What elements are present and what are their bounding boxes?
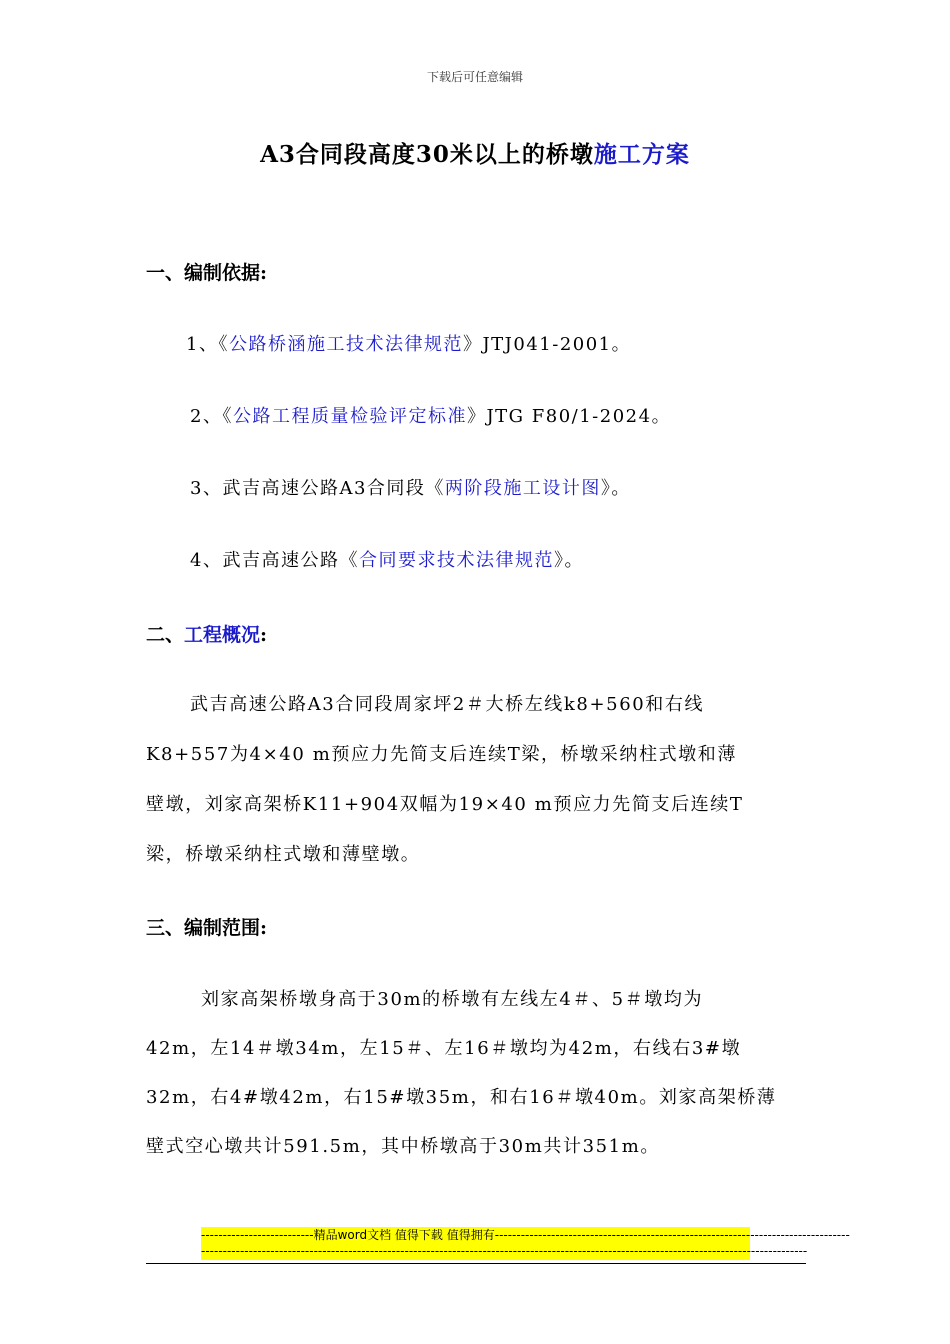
heading-link[interactable]: 工程概况 xyxy=(184,624,261,646)
heading-suffix: : xyxy=(260,624,268,646)
item-prefix: 《 xyxy=(218,334,229,355)
item-number: 2、 xyxy=(190,406,223,427)
heading-prefix: 二、 xyxy=(146,624,185,646)
overview-line-2: K8+557为4×40 m预应力先简支后连续T梁，桥墩采纳柱式墩和薄 xyxy=(146,744,737,765)
reference-item-2 xyxy=(190,402,671,428)
item-prefix: 《 xyxy=(222,406,233,427)
item-link[interactable]: 两阶段施工设计图 xyxy=(444,478,601,499)
item-link[interactable]: 公路桥涵施工技术法律规范 xyxy=(228,334,463,355)
scope-line-3: 32m，右4#墩42m，右15#墩35m，和右16＃墩40m。刘家高架桥薄 xyxy=(146,1087,777,1108)
title-main: A3合同段高度30米以上的桥墩 xyxy=(260,141,594,168)
footer-banner-text: 精品word文档 值得下载 值得拥有 xyxy=(313,1228,495,1242)
item-number: 1、 xyxy=(186,334,219,355)
item-suffix: 》。 xyxy=(553,550,584,571)
overview-line-1: 武吉高速公路A3合同段周家坪2＃大桥左线k8+560和右线 xyxy=(190,694,705,715)
footer-banner xyxy=(201,1227,850,1260)
document-title xyxy=(0,136,950,169)
item-prefix: 武吉高速公路A3合同段《 xyxy=(222,478,445,499)
item-prefix: 武吉高速公路《 xyxy=(222,550,359,571)
reference-item-3 xyxy=(190,474,631,500)
section2-heading xyxy=(146,620,267,647)
footer-line-1: --------------------------精品word文档 值得下载 值得拥有---------------------------------------------------------------------------------- xyxy=(201,1228,850,1242)
item-number: 4、 xyxy=(190,550,223,571)
scope-line-1: 刘家高架桥墩身高于30m的桥墩有左线左4＃、5＃墩均为 xyxy=(201,989,704,1010)
item-link[interactable]: 合同要求技术法律规范 xyxy=(358,550,554,571)
item-link[interactable]: 公路工程质量检验评定标准 xyxy=(232,406,467,427)
section3-heading: 三、编制范围: xyxy=(146,917,268,939)
overview-line-3: 壁墩，刘家高架桥K11+904双幅为19×40 m预应力先简支后连续T xyxy=(146,794,744,815)
item-suffix: 》JTJ041-2001。 xyxy=(462,334,632,355)
footer-divider xyxy=(146,1263,806,1264)
overview-line-4: 梁，桥墩采纳柱式墩和薄壁墩。 xyxy=(146,844,421,865)
footer-line-2: -------------------------------------------------------------------------------------------------------------------------------------------- xyxy=(201,1244,808,1258)
reference-item-4 xyxy=(190,546,584,572)
scope-line-4: 壁式空心墩共计591.5m，其中桥墩高于30m共计351m。 xyxy=(146,1136,660,1157)
header-note: 下载后可任意编辑 xyxy=(426,70,523,84)
item-number: 3、 xyxy=(190,478,223,499)
section1-heading: 一、编制依据: xyxy=(146,262,268,284)
scope-line-2: 42m，左14＃墩34m，左15＃、左16＃墩均为42m，右线右3#墩 xyxy=(146,1038,742,1059)
item-suffix: 》。 xyxy=(600,478,631,499)
reference-item-1 xyxy=(186,330,631,356)
title-link[interactable]: 施工方案 xyxy=(593,141,690,168)
item-suffix: 》JTG F80/1-2024。 xyxy=(466,406,672,427)
